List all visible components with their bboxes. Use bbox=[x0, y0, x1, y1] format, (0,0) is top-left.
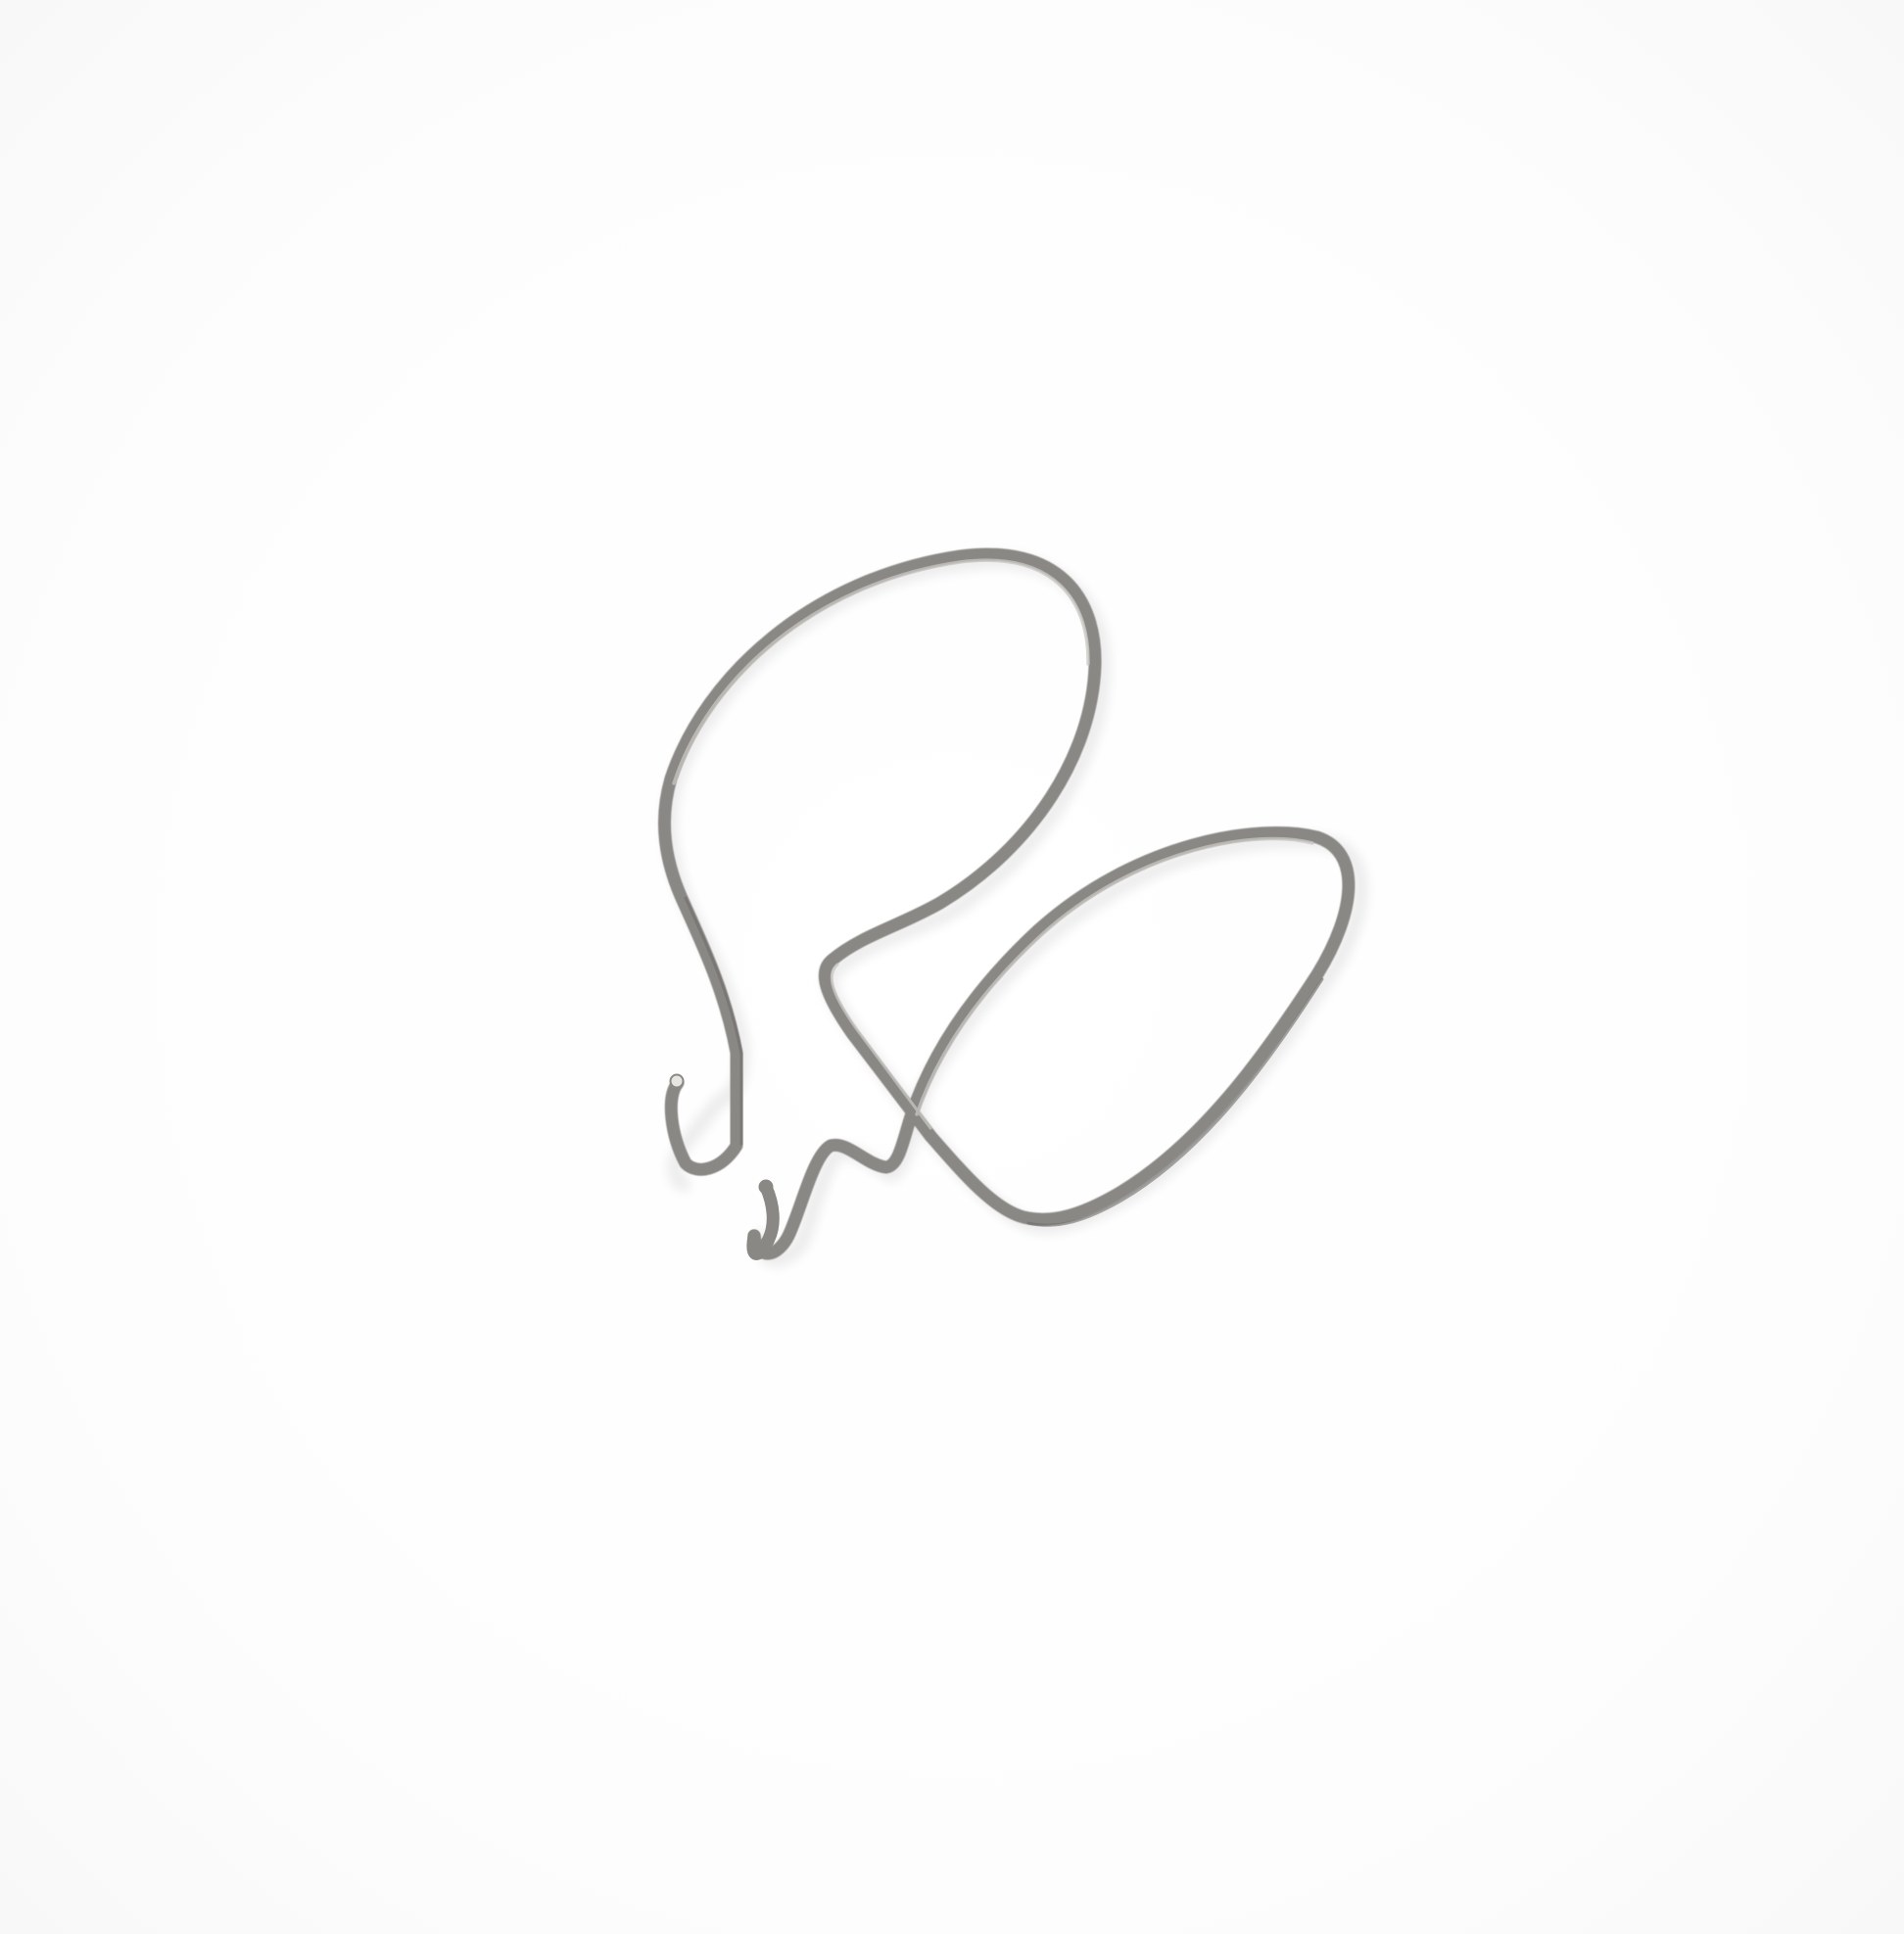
right-wire-hook bbox=[753, 1187, 773, 1253]
wire-shadow bbox=[670, 561, 1360, 1260]
left-wire-loop bbox=[664, 554, 1095, 1169]
left-wire-tip bbox=[671, 1075, 684, 1088]
right-wire-loop bbox=[754, 832, 1349, 1253]
wire-shadow-edge bbox=[686, 898, 1322, 1225]
wire-highlight bbox=[674, 560, 1312, 1128]
